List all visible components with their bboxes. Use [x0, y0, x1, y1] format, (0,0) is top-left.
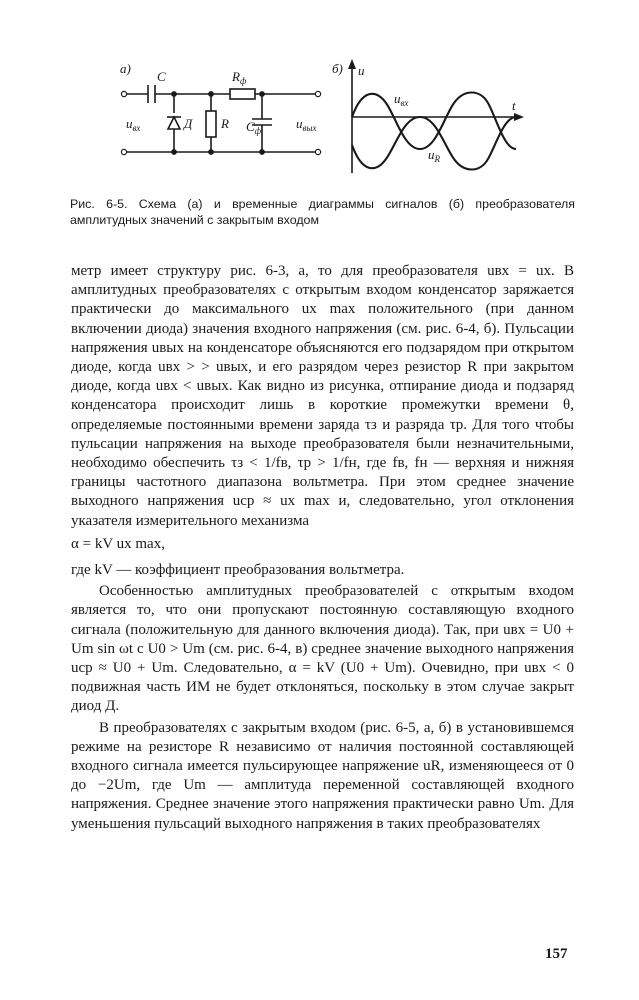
figure-drawing [100, 55, 580, 190]
body-text [71, 262, 574, 834]
axis-u-arrow-icon [348, 59, 356, 69]
axis-u-label: u [358, 63, 365, 78]
label-resistor-rf: $R_ф$ [232, 69, 247, 86]
label-diode: Д [184, 116, 193, 131]
paragraph-continued: метр имеет структуру рис. 6-3, а, то для преобразователя uвх = uх. В амплитудных преобразователях с открытым входом конденсатор заряжается практически до максимального uх max положительного (при данном включении диода) значения входного напряжения (см. рис. 6-4, б). Пульсации напряжения uвых на конденсаторе объясняются его подзарядом при открытом диоде, когда uвх > > uвых, и его разрядом через резистор R при закрытом диоде, когда uвх < uвых. Как видно из рисунка, отпирание диода и подзаряд конденсатора происходит лишь в короткие промежутки времени θ, определяемые постоянными времени заряда τз и разряда τр. Для того чтобы пульсации напряжения на выходе преобразователя были незначительными, необходимо обеспечить τз < 1/fв, τр > 1/fн, где fв, fн — верхняя и нижняя границы частотного диапазона вольтметра. При этом среднее значение выходного напряжения uср ≈ uх max и, следовательно, угол отклонения указателя измерительного механизма [71, 263, 574, 529]
label-input-voltage: $u_{вх}$ [126, 116, 141, 133]
panel-label-a: а) [120, 61, 131, 76]
diode-symbol [168, 117, 180, 129]
curve-u-r-label: $u_R$ [428, 147, 440, 164]
figure-caption: Рис. 6-5. Схема (а) и временные диаграммы сигналов (б) преобразователя амплитудных значений с закрытым входом [70, 197, 575, 227]
curve-u-in [352, 93, 516, 150]
label-output-voltage: $u_{вых}$ [296, 116, 317, 133]
paragraph-open-input: Особенностью амплитудных преобразователей с открытым входом является то, что они пропускают постоянную составляющую входного сигнала (положительную для данного включения диода). Так, при uвх = U0 + Um sin ωt с U0 > Um (см. рис. 6-4, в) среднее значение выходного напряжения uср ≈ U0 + Um. Следовательно, α = kV (U0 + Um). Очевидно, при uвх < 0 подвижная часть ИМ не будет отклоняться, поскольку в этом случае закрыт диод Д. [71, 583, 574, 715]
label-resistor-r: R [221, 116, 229, 131]
paragraph-closed-input: В преобразователях с закрытым входом (рис. 6-5, а, б) в установившемся режиме на резисторе R независимо от наличия постоянной составляющей входного сигнала имеется пульсирующее напряжение uR, изменяющееся от 0 до −2Um, где Um — амплитуда переменной составляющей входного напряжения. Среднее значение этого напряжения практически равно Um. Для уменьшения пульсаций выходного напряжения в таких преобразователях [71, 719, 574, 832]
label-capacitor-cf: $C_ф$ [246, 119, 262, 136]
paragraph-coefficient: где kV — коэффициент преобразования вольтметра. [71, 562, 405, 579]
resistor-r [206, 111, 216, 137]
figure-6-5 [100, 55, 580, 190]
curve-u-in-label: $u_{вх}$ [394, 91, 409, 108]
label-capacitor-c: C [157, 69, 166, 84]
page-number: 157 [545, 946, 568, 962]
panel-label-b: б) [332, 61, 343, 76]
formula-deflection-angle: α = kV uх max, [71, 535, 165, 552]
axis-t-label: t [512, 98, 516, 113]
resistor-rf [230, 89, 255, 99]
